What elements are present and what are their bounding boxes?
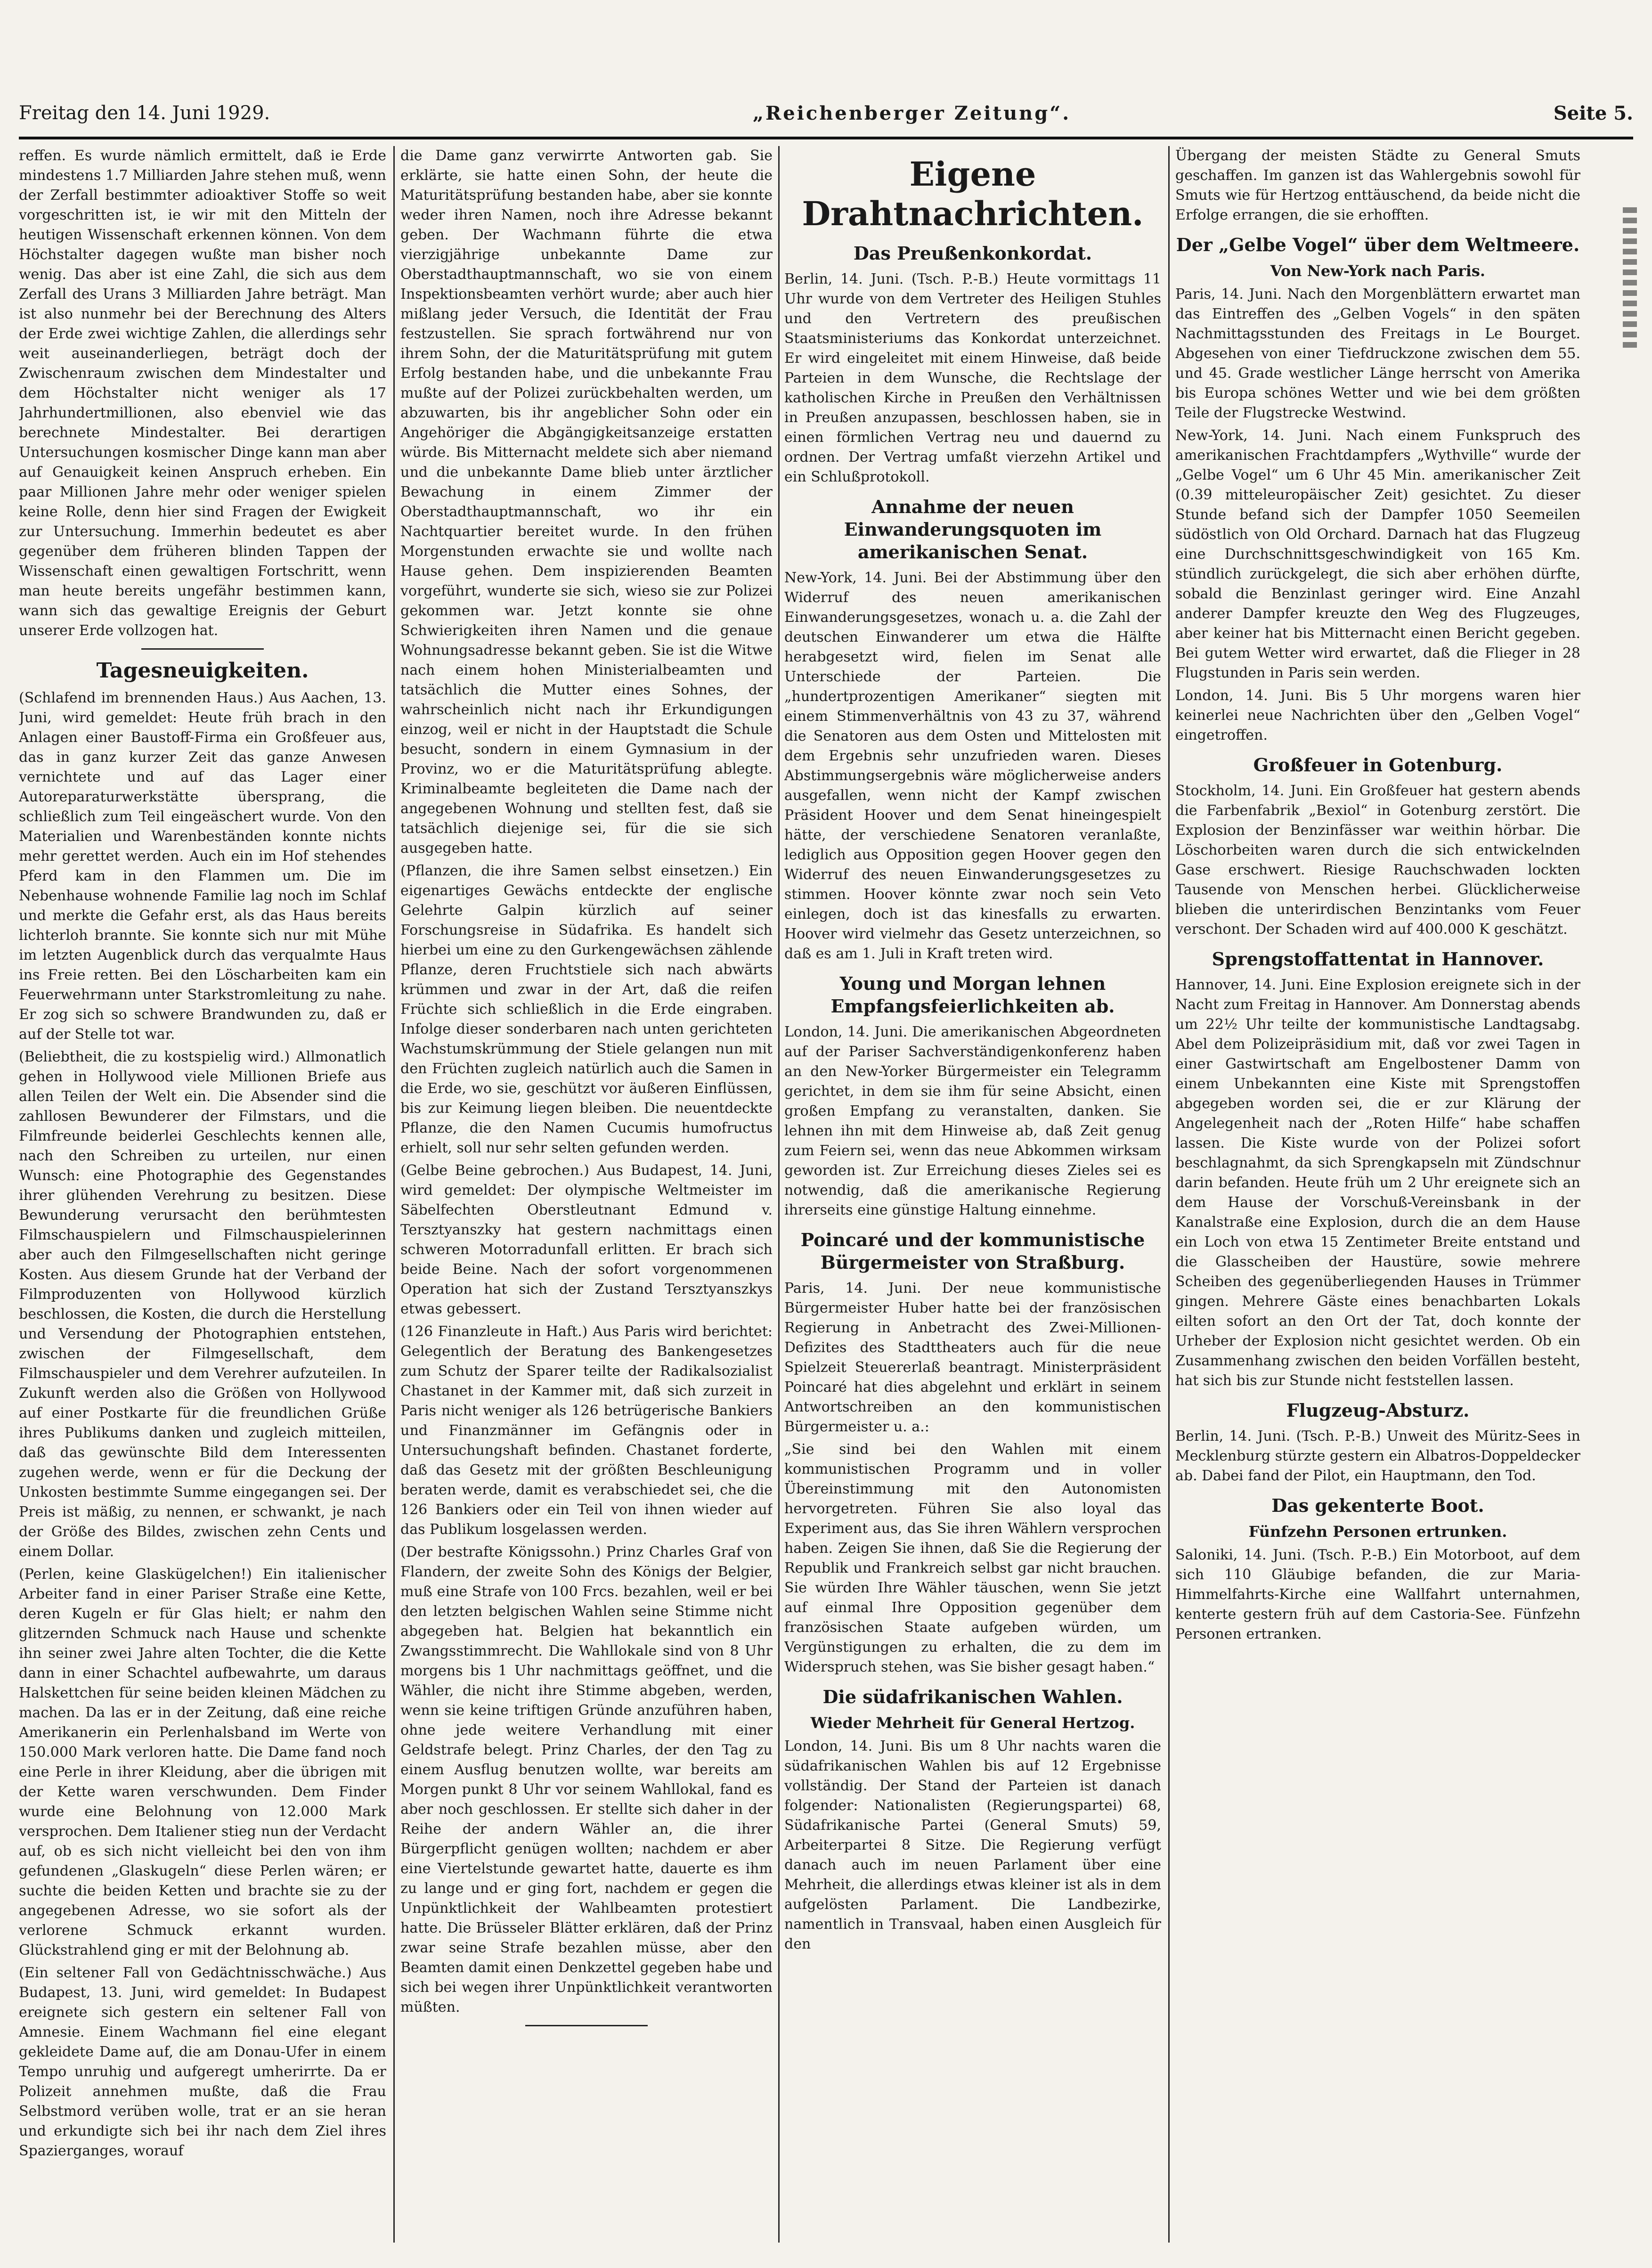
binding-edge-mark <box>1623 207 1637 349</box>
column-2 <box>400 146 773 2252</box>
page-header <box>19 94 1633 132</box>
article-paragraph: (Ein seltener Fall von Gedächtnisschwäche.) Aus Budapest, 13. Juni, wird gemeldet: In Budapest ereignete sich gestern ein seltener Fall von Amnesie. Einem Wachmann fiel eine elegant gekleidete Dame auf, die am Donau-Ufer in einem Tempo unruhig und aufgeregt umherirrte. Da er Polizeit annehmen mußte, daß die Frau Selbstmord verüben wolle, trat er an sie heran und erkundigte sich bei ihr nach dem Ziel ihres Spazierganges, worauf <box>19 1965 386 2159</box>
column-3 <box>784 146 1161 2252</box>
article-paragraph: (Schlafend im brennenden Haus.) Aus Aachen, 13. Juni, wird gemeldet: Heute früh brach in den Anlagen einer Baustoff-Firma ein Großfeuer aus, das in ganz kurzer Zeit das ganze Anwesen vernichtete und auf das Lager einer Autoreparaturwerkstätte übersprang, die schließlich zum Teil eingeäschert wurde. Von den Materialien und Warenbeständen konnte nichts mehr gerettet werden. Auch ein im Hof stehendes Pferd kam in den Flammen um. Die im Nebenhause wohnende Familie lag noch im Schlaf und merkte die Gefahr erst, als das Haus bereits lichterloh brannte. Sie konnte sich nur mit Mühe im letzten Augenblick durch das verqualmte Haus ins Freie retten. Bei den Löscharbeiten kam ein Feuerwehrmann unter Starkstromleitung zu nahe. Er zog sich so schwere Brandwunden zu, daß er auf der Stelle tot war. <box>19 690 386 1043</box>
article-paragraph: London, 14. Juni. Die amerikanischen Abgeordneten auf der Pariser Sachverständigenkonferenz haben an den New-Yorker Bürgermeister ein Telegramm gerichtet, in dem sie ihm für seine Absicht, einen großen Empfang zu veranstalten, danken. Sie lehnen ihn mit dem Hinweise ab, daß Zeit genug zum Feiern sei, wenn das neue Abkommen wirksam geworden ist. Zur Erreichung dieses Zieles sei es notwendig, daß die amerikanische Regierung ihrerseits eine günstige Haltung einnehme. <box>784 1024 1161 1218</box>
column-divider <box>1168 146 1170 2243</box>
article-paragraph: Saloniki, 14. Juni. (Tsch. P.-B.) Ein Motorboot, auf dem sich 110 Gläubige befanden, die zur Maria-Himmelfahrts-Kirche eine Wallfahrt unternahmen, kenterte gestern früh auf dem Castoria-See. Fünfzehn Personen ertranken. <box>1175 1547 1580 1642</box>
column-4 <box>1175 146 1580 2252</box>
column-divider <box>393 146 395 2243</box>
article-headline: Das gekenterte Boot. <box>1271 1495 1484 1516</box>
article-paragraph: Hannover, 14. Juni. Eine Explosion ereignete sich in der Nacht zum Freitag in Hannover. Am Donnerstag abends um 22½ Uhr teilte der kommunistische Landtagsabg. Abel dem Polizeipräsidium mit, daß vor zwei Tagen in einer Gastwirtschaft am Engelbostener Damm von einem Unbekannten eine Kiste mit Sprengstoffen abgegeben worden sei, die er zur Klärung der Angelegenheit nach der „Roten Hilfe“ habe schaffen lassen. Die Kiste wurde von der Polizei sofort beschlagnahmt, da sich Sprengkapseln mit Zündschnur darin befanden. Heute früh um 2 Uhr ereignete sich an dem Hause der Vorschuß-Vereinsbank in der Kanalstraße eine Explosion, durch die an dem Hause ein Loch von etwa 15 Zentimeter Breite entstand und die Glasscheiben der Haustüre, sowie mehrere Scheiben des gegenüberliegenden Hauses in Trümmer gingen. Mehrere Gäste eines benachbarten Lokals eilten sofort an den Ort der Tat, doch konnte der Urheber der Explosion nicht gesichtet werden. Ob ein Zusammenhang zwischen den beiden Vorfällen besteht, hat sich bis zur Stunde nicht feststellen lassen. <box>1175 977 1580 1389</box>
article-headline: Young und Morgan lehnen Empfangsfeierlichkeiten ab. <box>830 973 1115 1017</box>
section-divider <box>141 648 264 650</box>
article-headline: Annahme der neuen Einwanderungsquoten im amerikanischen Senat. <box>844 496 1102 563</box>
column-divider <box>778 146 780 2243</box>
article-paragraph: die Dame ganz verwirrte Antworten gab. Sie erklärte, sie hatte einen Sohn, der heute die Maturitätsprüfung bestanden habe, aber sie konnte weder ihren Namen, noch ihre Adresse bekannt geben. Der Wachmann führte die etwa vierzigjährige unbekannte Dame zur Oberstadthauptmannschaft, wo sie von einem Inspektionsbeamten verhört wurde; aber auch hier mißlang jeder Versuch, die Identität der Frau festzustellen. Sie sprach fortwährend nur von ihrem Sohn, der die Maturitätsprüfung mit gutem Erfolg bestanden habe, und die unbekannte Frau mußte auf der Polizei zurückbehalten werden, um abzuwarten, bis ihr angeblicher Sohn oder ein Angehöriger die Abgängigkeitsanzeige erstatten würde. Bis Mitternacht meldete sich aber niemand und die unbekannte Dame blieb unter ärztlicher Bewachung in einem Zimmer der Oberstadthauptmannschaft, wo ihr ein Nachtquartier bereitet wurde. In den frühen Morgenstunden erwachte sie und wollte nach Hause gehen. Dem inspizierenden Beamten vorgeführt, wunderte sie sich, wieso sie zur Polizei gekommen war. Jetzt konnte sie ohne Schwierigkeiten ihren Namen und die genaue Wohnungsadresse bekannt geben. Sie ist die Witwe nach einem hohen Ministerialbeamten und tatsächlich die Mutter eines Sohnes, der wahrscheinlich nicht nach ihr Erkundigungen einzog, weil er nicht in der Hauptstadt die Schule besucht, sondern in einem Gymnasium in der Provinz, wo er die Maturitätsprüfung ablegte. Kriminalbeamte begleiteten die Dame nach der angegebenen Wohnung und stellten fest, daß sie tatsächlich diejenige sei, für die sie sich ausgegeben hatte. <box>400 147 773 857</box>
article-headline: Der „Gelbe Vogel“ über dem Weltmeere. <box>1176 234 1580 255</box>
column-1 <box>19 146 386 2252</box>
article-headline: Flugzeug-Absturz. <box>1286 1400 1470 1421</box>
article-paragraph: London, 14. Juni. Bis um 8 Uhr nachts waren die südafrikanischen Wahlen bis auf 12 Ergebnisse vollständig. Der Stand der Parteien ist danach folgender: Nationalisten (Regierungspartei) 68, Südafrikanische Partei (General Smuts) 59, Arbeiterpartei 8 Sitze. Die Regierung verfügt danach auch im neuen Parlament über eine Mehrheit, die allerdings etwas kleiner ist als in dem aufgelösten Parlament. Die Landbezirke, namentlich in Transvaal, haben einen Ausgleich für den <box>784 1738 1161 1952</box>
section-heading: Tagesneuigkeiten. <box>96 659 309 683</box>
article-headline: Die südafrikanischen Wahlen. <box>822 1686 1123 1707</box>
article-paragraph: (Der bestrafte Königssohn.) Prinz Charles Graf von Flandern, der zweite Sohn des Königs der Belgier, muß eine Strafe von 100 Frcs. bezahlen, weil er bei den letzten belgischen Wahlen seine Stimme nicht abgegeben hat. Belgien hat bekanntlich ein Zwangsstimmrecht. Die Wahllokale sind von 8 Uhr morgens bis 1 Uhr nachmittags geöffnet, und die Wähler, die nicht ihre Stimme abgeben, werden, wenn sie keine triftigen Gründe anzuführen haben, ohne jede weitere Verhandlung mit einer Geldstrafe belegt. Prinz Charles, der den Tag zu einem Ausflug benutzen wollte, war bereits am Morgen punkt 8 Uhr vor seinem Wahllokal, fand es aber noch geschlossen. Er stellte sich daher in der Reihe der andern Wähler an, die ihrer Bürgerpflicht genügen wollten; nachdem er aber eine Viertelstunde gewartet hatte, dauerte es ihm zu lange und er ging fort, nachdem er gegen die Unpünktlichkeit der Wahlbeamten protestiert hatte. Die Brüsseler Blätter erklären, daß der Prinz zwar seine Strafe bezahlen müsse, aber den Beamten damit einen Denkzettel gegeben habe und sich bei wegen ihrer Unpünktlichkeit verantworten müßten. <box>400 1544 773 2015</box>
article-paragraph: New-York, 14. Juni. Nach einem Funkspruch des amerikanischen Frachtdampfers „Wythville“ wurde der „Gelbe Vogel“ um 6 Uhr 45 Min. amerikanischer Zeit (0.39 mitteleuropäischer Zeit) gesichtet. Zu dieser Stunde befand sich der Dampfer 1050 Seemeilen südöstlich von Old Orchard. Darnach hat das Flugzeug eine Durchschnittsgeschwindigkeit von 165 Km. stündlich zurückgelegt, die sich aber erhöhen dürfte, sobald die Benzinlast geringer wird. Eine Anzahl anderer Dampfer kreuzte den Weg des Flugzeuges, aber keiner hat bis Mitternacht einen Bericht gegeben. Bei gutem Wetter wird erwartet, daß die Flieger in 28 Flugstunden in Paris sein werden. <box>1175 427 1580 681</box>
issue-date: Freitag den 14. Juni 1929. <box>19 102 270 124</box>
article-headline: Großfeuer in Gotenburg. <box>1253 754 1503 775</box>
article-paragraph: (Perlen, keine Glaskügelchen!) Ein italienischer Arbeiter fand in einer Pariser Straße eine Kette, deren Kugeln er für Glas hielt; er nahm den glitzernden Schmuck nach Hause und schenkte ihn seiner zwei Jahre alten Tochter, die die Kette dann in einer Schachtel aufbewahrte, um daraus Halskettchen für seine beiden kleinen Mädchen zu machen. Da las er in der Zeitung, daß eine reiche Amerikanerin ein Perlenhalsband im Werte von 150.000 Mark verloren hatte. Die Dame fand noch eine Perle in ihrer Kleidung, aber die übrigen mit der Kette waren verschwunden. Dem Finder wurde eine Belohnung von 12.000 Mark versprochen. Dem Italiener stieg nun der Verdacht auf, ob es sich nicht vielleicht bei den von ihm gefundenen „Glaskugeln“ diese Perlen wären; er suchte die beiden Ketten und brachte sie zu der angegebenen Adresse, wo sie sofort als der verlorene Schmuck erkannt wurden. Glückstrahlend ging er mit der Belohnung ab. <box>19 1566 386 1958</box>
article-paragraph: Paris, 14. Juni. Der neue kommunistische Bürgermeister Huber hatte bei der französischen Regierung in Anbetracht des Zwei-Millionen-Defizites des Stadttheaters auch für die neue Spielzeit Steuererlaß beantragt. Ministerpräsident Poincaré hat dies abgelehnt und erklärt in seinem Antwortschreiben an den kommunistischen Bürgermeister u. a.: <box>784 1280 1161 1435</box>
newspaper-title: „Reichenberger Zeitung“. <box>752 102 1071 124</box>
article-paragraph: London, 14. Juni. Bis 5 Uhr morgens waren hier keinerlei neue Nachrichten über den „Gelben Vogel“ eingetroffen. <box>1175 687 1580 743</box>
section-title: Eigene Drahtnachrichten. <box>802 155 1144 233</box>
article-paragraph: reffen. Es wurde nämlich ermittelt, daß ie Erde mindestens 1.7 Milliarden Jahre stehen muß, wenn der Zerfall bestimmter adioaktiver Stoffe so weit vorgeschritten ist, ie wir mit den Mitteln der heutigen Wissenschaft erkennen können. Von dem Höchstalter dagegen wußte man bisher noch wenig. Das aber ist eine Zahl, die sich aus dem Zerfall des Urans 3 Milliarden Jahre beträgt. Man ist also nunmehr bei der Berechnung des Alters der Erde zwei wichtige Zahlen, die allerdings sehr weit auseinanderliegen, beträgt doch der Zwischenraum zwischen dem Mindestalter und dem Höchstalter nicht weniger als 17 Jahrhundertmillionen, also ebenviel wie das berechnete Mindestalter. Bei derartigen Untersuchungen kosmischer Dinge kann man aber auf Genauigkeit keinen Anspruch erheben. Ein paar Millionen Jahre mehr oder weniger spielen keine Rolle, denn hier sind Fragen der Ewigkeit zur Untersuchung. Immerhin bedeutet es aber gegenüber dem früheren blinden Tappen der Wissenschaft einen gewaltigen Fortschritt, wenn man heute bereits ungefähr bestimmen kann, wann sich das gewaltige Ereignis der Geburt unserer Erde vollzogen hat. <box>19 147 386 639</box>
article-paragraph: (Pflanzen, die ihre Samen selbst einsetzen.) Ein eigenartiges Gewächs entdeckte der englische Gelehrte Galpin kürzlich auf seiner Forschungsreise in Südafrika. Es handelt sich hierbei um eine zu den Gurkengewächsen zählende Pflanze, deren Fruchtstiele sich nach abwärts krümmen und zwar in der Art, daß die reifen Früchte sich schließlich in die Erde eingraben. Infolge dieser sonderbaren nach unten gerichteten Wachstumskrümmung der Stiele gelangen nun mit den Früchten zugleich natürlich auch die Samen in die Erde, wo sie, geschützt vor äußeren Einflüssen, bis zur Keimung liegen bleiben. Die neuentdeckte Pflanze, die den Namen Cucumis humofructus erhielt, soll nur sehr selten gefunden werden. <box>400 863 773 1156</box>
article-paragraph: Stockholm, 14. Juni. Ein Großfeuer hat gestern abends die Farbenfabrik „Bexiol“ in Gotenburg zerstört. Die Explosion der Benzinfässer war weithin hörbar. Die Löschorbeiten waren durch die sich entwickelnden Gase erschwert. Riesige Rauchschwaden lockten Tausende von Menschen herbei. Glücklicherweise blieben die unterirdischen Benzintanks vom Feuer verschont. Der Schaden wird auf 400.000 K geschätzt. <box>1175 783 1580 938</box>
article-paragraph: New-York, 14. Juni. Bei der Abstimmung über den Widerruf des neuen amerikanischen Einwanderungsgesetzes, wonach u. a. die Zahl der deutschen Einwanderer um etwa die Hälfte herabgesetzt wird, fielen im Senat alle Unterschiede der Parteien. Die „hundertprozentigen Amerikaner“ siegten mit einem Stimmenverhältnis von 43 zu 37, während die Senatoren aus dem Osten und Mittelosten mit dem Ergebnis sehr unzufrieden waren. Dieses Abstimmungsergebnis wäre möglicherweise anders ausgefallen, wenn nicht der Kampf zwischen Präsident Hoover und dem Senat hineingespielt hätte, der verschiedene Senatoren veranlaßte, lediglich aus Opposition gegen Hoover gegen den Widerruf des neuen Einwanderungsgesetzes zu stimmen. Hoover könnte zwar noch sein Veto einlegen, doch ist das kinesfalls zu erwarten. Hoover wird vielmehr das Gesetz unterzeichnen, so daß es am 1. Juli in Kraft treten wird. <box>784 570 1161 962</box>
article-subheadline: Wieder Mehrheit für General Hertzog. <box>810 1714 1135 1732</box>
header-rule <box>19 137 1633 139</box>
article-paragraph: (Gelbe Beine gebrochen.) Aus Budapest, 14. Juni, wird gemeldet: Der olympische Weltmeister im Säbelfechten Oberstleutnant Edmund v. Tersztyanszky hat gestern nachmittags einen schweren Motorradunfall erlitten. Er brach sich beide Beine. Nach der sofort vorgenommenen Operation hat sich der Zustand Tersztyanszkys etwas gebessert. <box>400 1162 773 1317</box>
article-paragraph: (126 Finanzleute in Haft.) Aus Paris wird berichtet: Gelegentlich der Beratung des Bankengesetzes zum Schutz der Sparer teilte der Radikalsozialist Chastanet in der Kammer mit, daß sich zurzeit in Paris nicht weniger als 126 betrügerische Bankiers und Finanzmänner im Gefängnis oder in Untersuchungshaft befinden. Chastanet forderte, daß das Gesetz mit der größten Beschleunigung beraten werde, damit es verabschiedet sei, che die 126 Bankiers oder ein Teil von ihnen wieder auf das Publikum losgelassen werden. <box>400 1323 773 1538</box>
article-headline: Das Preußenkonkordat. <box>853 243 1092 264</box>
page-number: Seite 5. <box>1553 102 1633 124</box>
article-headline: Poincaré und der kommunistische Bürgermeister von Straßburg. <box>800 1229 1145 1273</box>
article-paragraph: Übergang der meisten Städte zu General Smuts geschaffen. Im ganzen ist das Wahlergebnis sowohl für Smuts wie für Hertzog enttäuschend, da beide nicht die Erfolge errangen, die sie erhofften. <box>1175 147 1580 223</box>
section-divider <box>525 2025 648 2026</box>
article-subheadline: Fünfzehn Personen ertrunken. <box>1248 1523 1507 1541</box>
article-paragraph: „Sie sind bei den Wahlen mit einem kommunistischen Programm und in voller Übereinstimmung mit den Autonomisten hervorgetreten. Führen Sie also loyal das Experiment aus, das Sie ihren Wählern versprochen haben. Zeigen Sie ihnen, daß Sie die Regierung der Republik und Frankreich selbst gar nicht brauchen. Sie würden Ihre Wähler täuschen, wenn Sie jetzt auf einmal Ihre Opposition gegenüber dem französischen Staate aufgeben würden, um Vergünstigungen zu erhalten, die zu dem im Widerspruch stehen, was Sie bisher gesagt haben.“ <box>784 1441 1161 1675</box>
article-paragraph: Paris, 14. Juni. Nach den Morgenblättern erwartet man das Eintreffen des „Gelben Vogels“ in den späten Nachmittagsstunden des Freitags in Le Bourget. Abgesehen von einer Tiefdruckzone zwischen dem 55. und 45. Grade westlicher Länge herrscht von Amerika bis Europa schönes Wetter und wie bei dem größten Teile der Flugstrecke Westwind. <box>1175 286 1580 421</box>
article-paragraph: Berlin, 14. Juni. (Tsch. P.-B.) Heute vormittags 11 Uhr wurde von dem Vertreter des Heiligen Stuhles und den Vertretern des preußischen Staatsministeriums das Konkordat unterzeichnet. Er wird eingeleitet mit einem Hinweise, daß beide Parteien in dem Wunsche, die Rechtslage der katholischen Kirche in Preußen den Verhältnissen in Preußen anzupassen, beschlossen haben, sie in einen förmlichen Vertrag neu und dauernd zu ordnen. Der Vertrag umfaßt vierzehn Artikel und ein Schlußprotokoll. <box>784 271 1161 485</box>
article-subheadline: Von New-York nach Paris. <box>1270 262 1486 280</box>
article-paragraph: (Beliebtheit, die zu kostspielig wird.) Allmonatlich gehen in Hollywood viele Millionen Briefe aus allen Teilen der Welt ein. Die Absender sind die zahllosen Bewunderer der Filmstars, und die Filmfreunde beiderlei Geschlechts kennen alle, nach den Schreiben zu urteilen, nur einen Wunsch: eine Photographie des Gegenstandes ihrer glühenden Verehrung zu besitzen. Diese Bewunderung verursacht den berühmtesten Filmschauspielern und Filmschauspielerinnen aber auch den Filmgesellschaften nicht geringe Kosten. Aus diesem Grunde hat der Verband der Filmproduzenten von Hollywood kürzlich beschlossen, die Kosten, die durch die Herstellung und Versendung der Photographien entstehen, zwischen der Filmgesellschaft, dem Filmschauspieler und dem Verehrer aufzuteilen. In Zukunft werden also die Größen von Hollywood auf einer Postkarte für die freundlichen Grüße ihres Publikums danken und zugleich mitteilen, daß das gewünschte Bild dem Interessenten zugehen werde, wenn er für die Deckung der Unkosten bestimmte Summe eingegangen sei. Der Preis ist mäßig, zu nennen, er schwankt, je nach der Größe des Bildes, zwischen zehn Cents und einem Dollar. <box>19 1049 386 1560</box>
article-paragraph: Berlin, 14. Juni. (Tsch. P.-B.) Unweit des Müritz-Sees in Mecklenburg stürzte gestern ein Albatros-Doppeldecker ab. Dabei fand der Pilot, ein Hauptmann, den Tod. <box>1175 1428 1580 1484</box>
article-headline: Sprengstoffattentat in Hannover. <box>1212 948 1544 970</box>
